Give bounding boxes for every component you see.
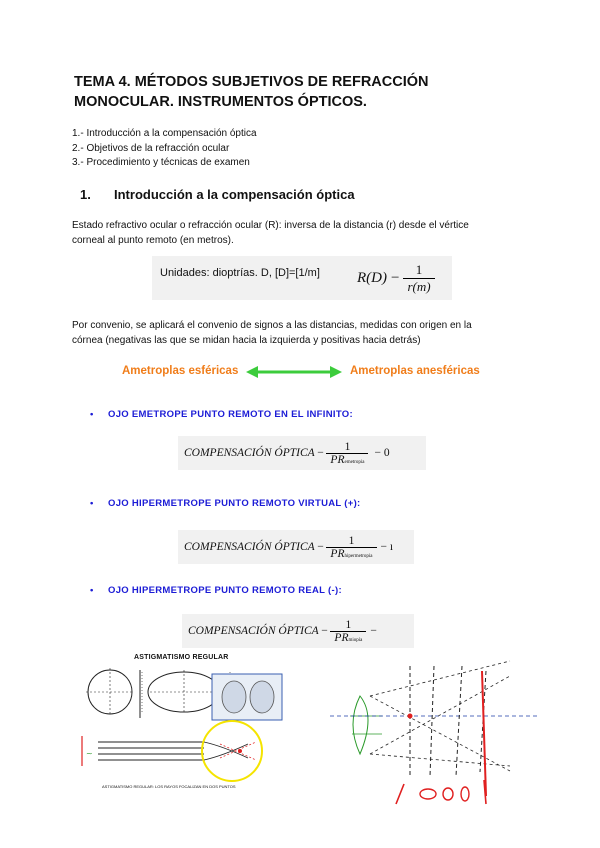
formula-hipermetrope-virtual bbox=[178, 530, 414, 564]
section-heading bbox=[80, 187, 355, 202]
table-of-contents bbox=[72, 127, 257, 171]
units-label: Unidades: dioptrías. D, [D]=[1/m] bbox=[160, 267, 320, 279]
ametropias-anesfericas-label: Ametroplas anesféricas bbox=[350, 365, 480, 377]
formula-tail: − bbox=[370, 625, 377, 637]
formula-operator: − bbox=[316, 541, 325, 553]
section-title: Introducción a la compensación óptica bbox=[114, 187, 355, 202]
refraction-formula bbox=[357, 262, 435, 295]
fraction-denominator: r(m) bbox=[403, 278, 434, 295]
bullet-icon: • bbox=[90, 585, 94, 596]
astigmatism-diagram bbox=[72, 664, 290, 784]
den-subscript: miopía bbox=[348, 637, 363, 643]
paragraph-line: Por convenio, se aplicará el convenio de signos a las distancias, medidas con origen en la bbox=[72, 320, 472, 331]
formula-hipermetrope-real bbox=[182, 614, 414, 648]
ametropias-esfericas-label: Ametroplas esféricas bbox=[122, 365, 239, 377]
bullet-hipermetrope-virtual bbox=[90, 498, 361, 509]
den-text: PR bbox=[334, 631, 349, 644]
toc-item: 1.- Introducción a la compensación óptica bbox=[72, 128, 257, 139]
paragraph-line: Estado refractivo ocular o refracción ocular (R): inversa de la distancia (r) desde el vértice bbox=[72, 220, 469, 231]
sign-convention-paragraph bbox=[72, 318, 542, 348]
bullet-icon: • bbox=[90, 498, 94, 509]
toc-item: 3.- Procedimiento y técnicas de examen bbox=[72, 157, 250, 168]
bullet-text: OJO HIPERMETROPE PUNTO REMOTO VIRTUAL (+): bbox=[108, 498, 361, 509]
refraction-formula-box bbox=[152, 256, 452, 300]
figure-title: ASTIGMATISMO REGULAR bbox=[134, 654, 229, 661]
section-number: 1. bbox=[80, 187, 91, 202]
formula-fraction bbox=[326, 535, 376, 560]
page-title bbox=[74, 72, 544, 112]
bullet-hipermetrope-real bbox=[90, 585, 342, 596]
formula-tail: − ı bbox=[380, 541, 394, 553]
bullet-emetrope bbox=[90, 409, 353, 420]
formula-fraction bbox=[326, 441, 368, 466]
fraction-numerator: 1 bbox=[415, 262, 423, 277]
paragraph-line: córnea (negativas las que se midan hacia la izquierda y positivas hacia detrás) bbox=[72, 335, 421, 346]
fraction-denominator bbox=[326, 547, 376, 560]
figure-caption: ASTIGMATISMO REGULAR: LOS RAYOS FOCALIZAN EN DOS PUNTOS bbox=[102, 784, 236, 789]
formula-operator: − bbox=[391, 270, 400, 286]
den-subscript: emetropia bbox=[344, 459, 365, 465]
title-line-1: TEMA 4. MÉTODOS SUBJETIVOS DE REFRACCIÓN bbox=[74, 74, 429, 90]
paragraph-line: corneal al punto remoto (en metros). bbox=[72, 235, 234, 246]
bullet-icon: • bbox=[90, 409, 94, 420]
fraction-numerator: 1 bbox=[348, 534, 355, 547]
formula-lhs: COMPENSACIÓN ÓPTICA bbox=[184, 447, 315, 459]
refraction-paragraph bbox=[72, 218, 542, 248]
fraction-numerator: 1 bbox=[344, 440, 351, 453]
fraction-denominator bbox=[330, 631, 366, 644]
formula-emetrope bbox=[178, 436, 426, 470]
svg-text:~: ~ bbox=[86, 749, 93, 758]
formula-fraction bbox=[403, 262, 434, 295]
formula-lhs: COMPENSACIÓN ÓPTICA bbox=[184, 541, 315, 553]
den-text: PR bbox=[330, 453, 345, 466]
den-text: PR bbox=[330, 547, 345, 560]
formula-tail: − 0 bbox=[374, 447, 390, 459]
formula-operator: − bbox=[320, 625, 329, 637]
bullet-text: OJO EMETROPE PUNTO REMOTO EN EL INFINITO: bbox=[108, 409, 353, 420]
astigmatism-figure bbox=[72, 650, 290, 798]
bullet-text: OJO HIPERMETROPE PUNTO REMOTO REAL (-): bbox=[108, 585, 342, 596]
formula-operator: − bbox=[316, 447, 325, 459]
den-subscript: hipermetropia bbox=[344, 553, 373, 559]
fraction-denominator bbox=[326, 453, 368, 466]
sturm-conoid-diagram bbox=[330, 656, 540, 806]
toc-item: 2.- Objetivos de la refracción ocular bbox=[72, 142, 230, 154]
fraction-numerator: 1 bbox=[345, 618, 352, 631]
formula-lhs: COMPENSACIÓN ÓPTICA bbox=[188, 625, 319, 637]
title-line-2: MONOCULAR. INSTRUMENTOS ÓPTICOS. bbox=[74, 94, 367, 110]
formula-lhs: R(D) bbox=[357, 270, 387, 286]
formula-fraction bbox=[330, 619, 366, 644]
double-arrow-icon bbox=[246, 364, 342, 380]
